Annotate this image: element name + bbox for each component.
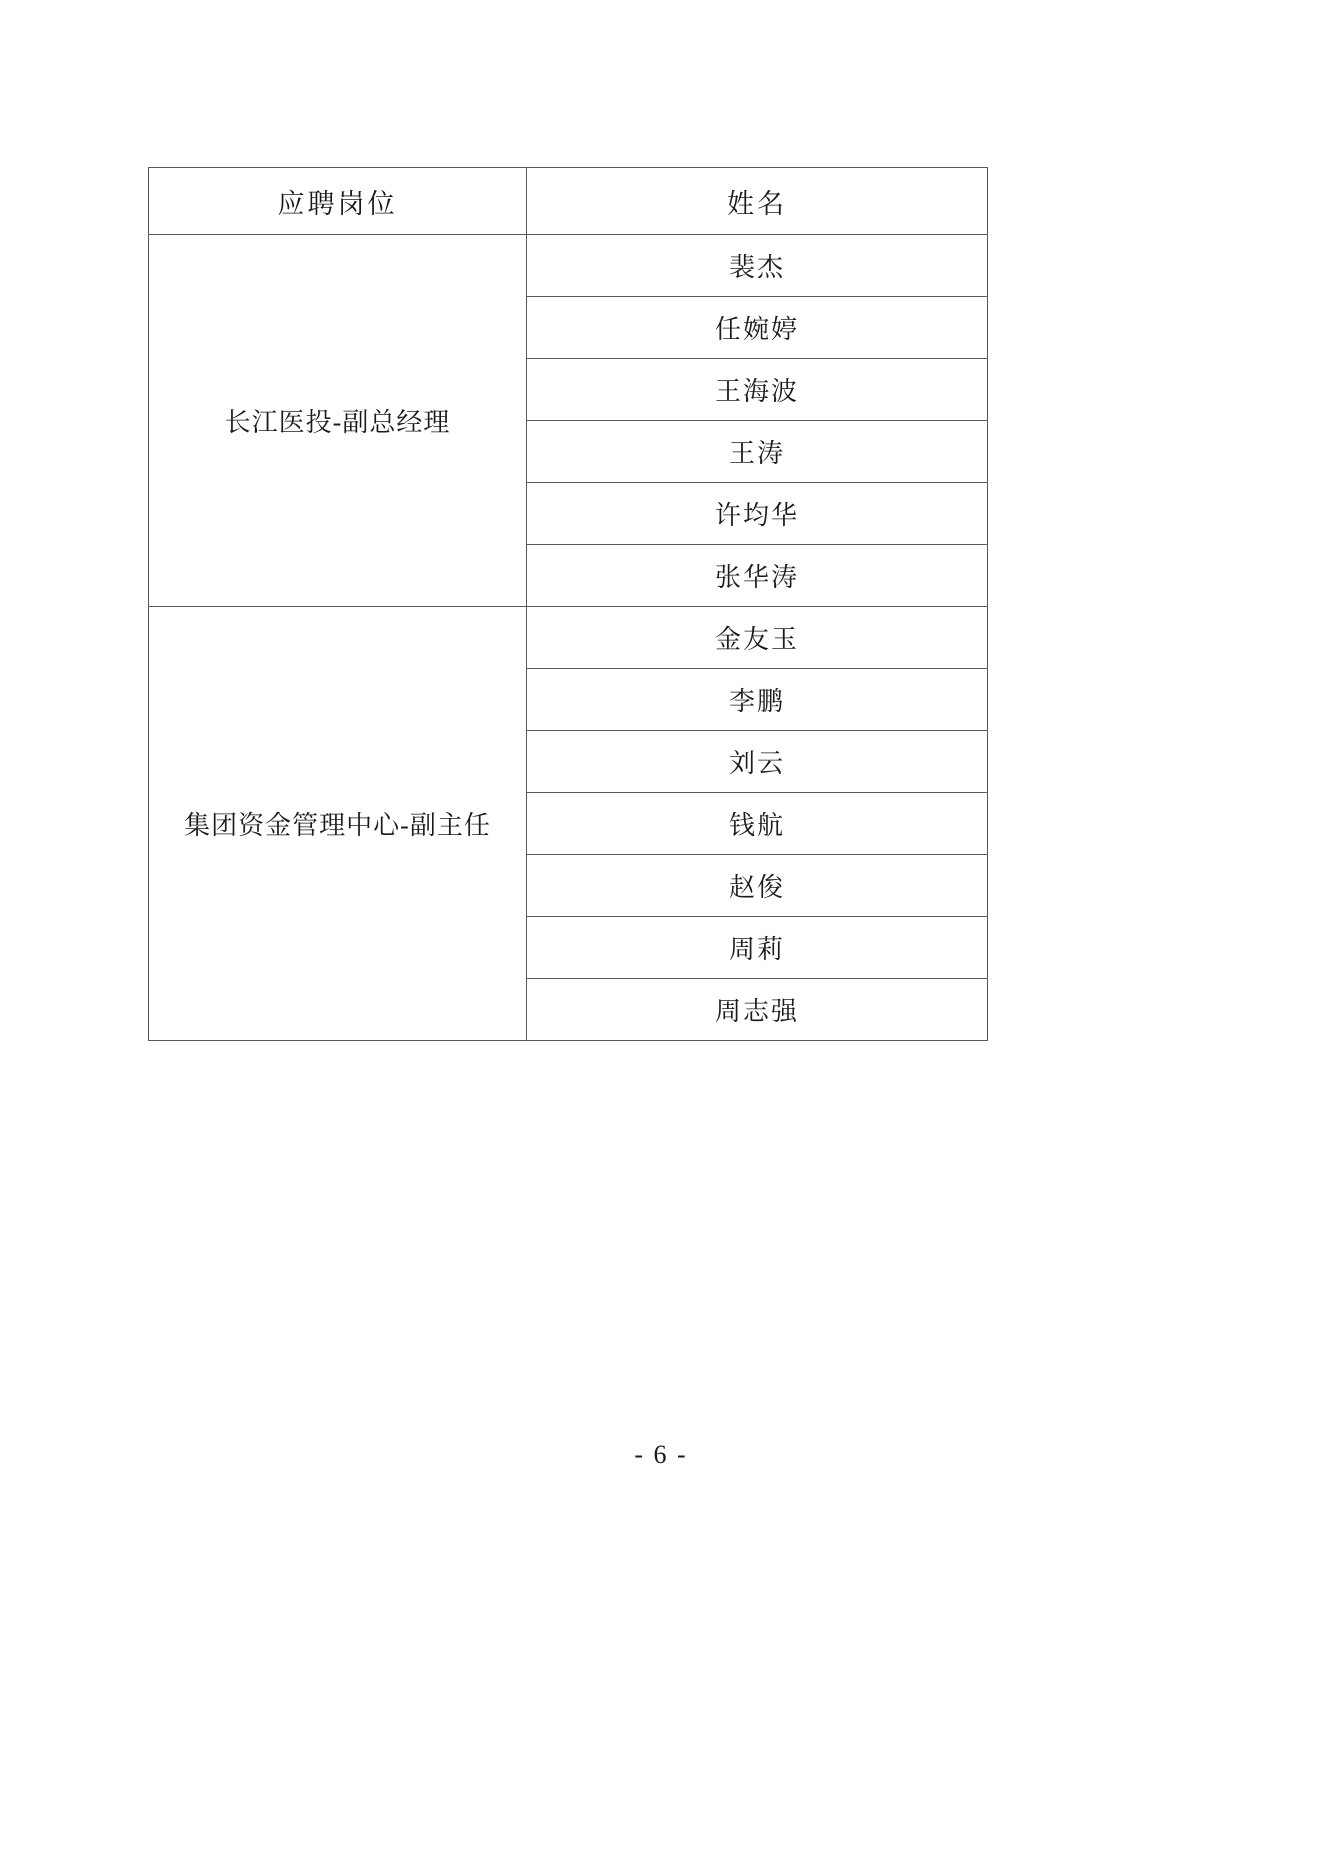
applicant-name-cell: 王涛: [527, 421, 988, 483]
applicant-name-cell: 李鹏: [527, 669, 988, 731]
applicant-name-cell: 钱航: [527, 793, 988, 855]
applicant-name-cell: 张华涛: [527, 545, 988, 607]
column-header-name: 姓名: [527, 168, 988, 235]
column-header-position: 应聘岗位: [149, 168, 527, 235]
table-body: [149, 235, 988, 1041]
applicant-name-cell: 刘云: [527, 731, 988, 793]
applicant-name-cell: 任婉婷: [527, 297, 988, 359]
page-number: - 6 -: [634, 1440, 688, 1469]
group-position-cell: 长江医投-副总经理: [149, 235, 527, 607]
applicant-name-cell: 周莉: [527, 917, 988, 979]
applicant-name-cell: 金友玉: [527, 607, 988, 669]
applicant-table: [148, 167, 988, 1041]
table-header-row: [149, 168, 988, 235]
applicant-name-cell: 赵俊: [527, 855, 988, 917]
applicant-name-cell: 许均华: [527, 483, 988, 545]
table-row: [149, 607, 988, 669]
table-row: [149, 235, 988, 297]
applicant-name-cell: 裴杰: [527, 235, 988, 297]
group-position-cell: 集团资金管理中心-副主任: [149, 607, 527, 1041]
applicant-name-cell: 周志强: [527, 979, 988, 1041]
applicant-name-cell: 王海波: [527, 359, 988, 421]
table-header: [149, 168, 988, 235]
